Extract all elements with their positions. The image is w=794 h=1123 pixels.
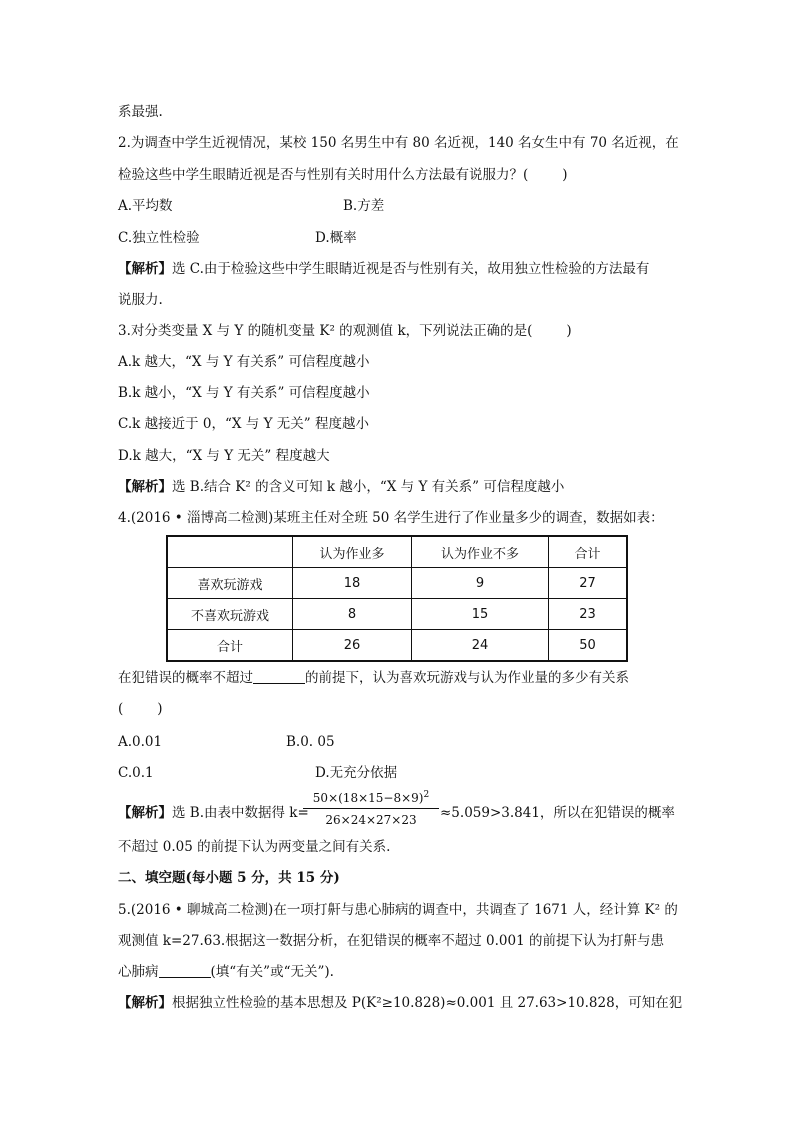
question-5-continued: 观测值 k=27.63.根据这一数据分析，在犯错误的概率不超过 0.001 的前提下认为打鼾与患 [118, 933, 664, 949]
option-a: A.平均数 [118, 198, 173, 214]
table-cell: 23 [549, 599, 628, 630]
question-2-continued: 检验这些中学生眼睛近视是否与性别有关时用什么方法最有说服力？( ) [118, 167, 568, 183]
survey-table [166, 535, 628, 662]
question-5: 5.(2016 • 聊城高二检测)在一项打鼾与患心肺病的调查中，共调查了 1671 人，经计算 K² 的 [118, 902, 678, 918]
question-5-continued: 心肺病 (填“有关”或“无关”). [118, 964, 334, 980]
formula-denominator: 26×24×27×23 [325, 813, 417, 827]
option-b: B.0. 05 [286, 734, 335, 750]
option-c: C.独立性检验 [118, 230, 200, 246]
formula-numerator: $50\times(18\times 15-8\times 9)^2$ [303, 790, 439, 809]
answer-blank [253, 669, 305, 684]
question-2: 2.为调查中学生近视情况，某校 150 名男生中有 80 名近视，140 名女生中有 70 名近视，在 [118, 135, 679, 151]
table-cell: 喜欢玩游戏 [167, 568, 293, 599]
table-cell: 9 [412, 568, 549, 599]
section-heading: 二、填空题(每小题 5 分，共 15 分) [118, 870, 340, 886]
option-c: C.0.1 [118, 765, 154, 781]
table-cell: 认为作业不多 [412, 536, 549, 568]
table-row [167, 568, 627, 599]
table-cell: 24 [412, 630, 549, 662]
option-d: D.概率 [315, 230, 357, 246]
answer-3: 【解析】选 B.结合 K² 的含义可知 k 越小，“X 与 Y 有关系” 可信程度越小 [118, 479, 565, 495]
question-3: 3.对分类变量 X 与 Y 的随机变量 K² 的观测值 k，下列说法正确的是( ) [118, 323, 572, 339]
option-b: B.方差 [343, 198, 385, 214]
option-a: A.0.01 [118, 734, 163, 750]
table-cell: 合计 [167, 630, 293, 662]
answer-2: 【解析】选 C.由于检验这些中学生眼睛近视是否与性别有关，故用独立性检验的方法最有 [118, 261, 650, 277]
option-c: C.k 越接近于 0，“X 与 Y 无关” 程度越小 [118, 416, 369, 432]
table-row [167, 599, 627, 630]
table-cell: 27 [549, 568, 628, 599]
question-4-continued: 在犯错误的概率不超过 的前提下，认为喜欢玩游戏与认为作业量的多少有关系 [118, 670, 629, 686]
answer-5: 【解析】根据独立性检验的基本思想及 P(K²≥10.828)≈0.001 且 27.63>10.828，可知在犯 [118, 995, 683, 1011]
option-b: B.k 越小，“X 与 Y 有关系” 可信程度越小 [118, 385, 370, 401]
option-a: A.k 越大，“X 与 Y 有关系” 可信程度越小 [118, 354, 370, 370]
answer-4-result: ≈5.059>3.841，所以在犯错误的概率 [440, 805, 675, 821]
table-cell: 合计 [549, 536, 628, 568]
answer-2-continued: 说服力. [118, 292, 163, 308]
answer-blank [159, 963, 211, 978]
table-header-row [167, 536, 627, 568]
table-cell: 15 [412, 599, 549, 630]
table-cell: 50 [549, 630, 628, 662]
option-d: D.k 越大，“X 与 Y 无关” 程度越大 [118, 448, 330, 464]
table-cell: 8 [293, 599, 412, 630]
table-cell: 不喜欢玩游戏 [167, 599, 293, 630]
table-row [167, 630, 627, 662]
k-formula [303, 790, 439, 827]
answer-4-continued: 不超过 0.05 的前提下认为两变量之间有关系. [118, 839, 391, 855]
table-cell: 认为作业多 [293, 536, 412, 568]
option-d: D.无充分依据 [315, 765, 398, 781]
table-cell [167, 536, 293, 568]
table-cell: 18 [293, 568, 412, 599]
question-4-parens: ( ) [118, 701, 163, 717]
text-line: 系最强. [118, 104, 163, 120]
table-cell: 26 [293, 630, 412, 662]
answer-4: 【解析】选 B.由表中数据得 k= [118, 805, 309, 821]
question-4: 4.(2016 • 淄博高二检测)某班主任对全班 50 名学生进行了作业量多少的调查，数据如表： [118, 510, 664, 526]
